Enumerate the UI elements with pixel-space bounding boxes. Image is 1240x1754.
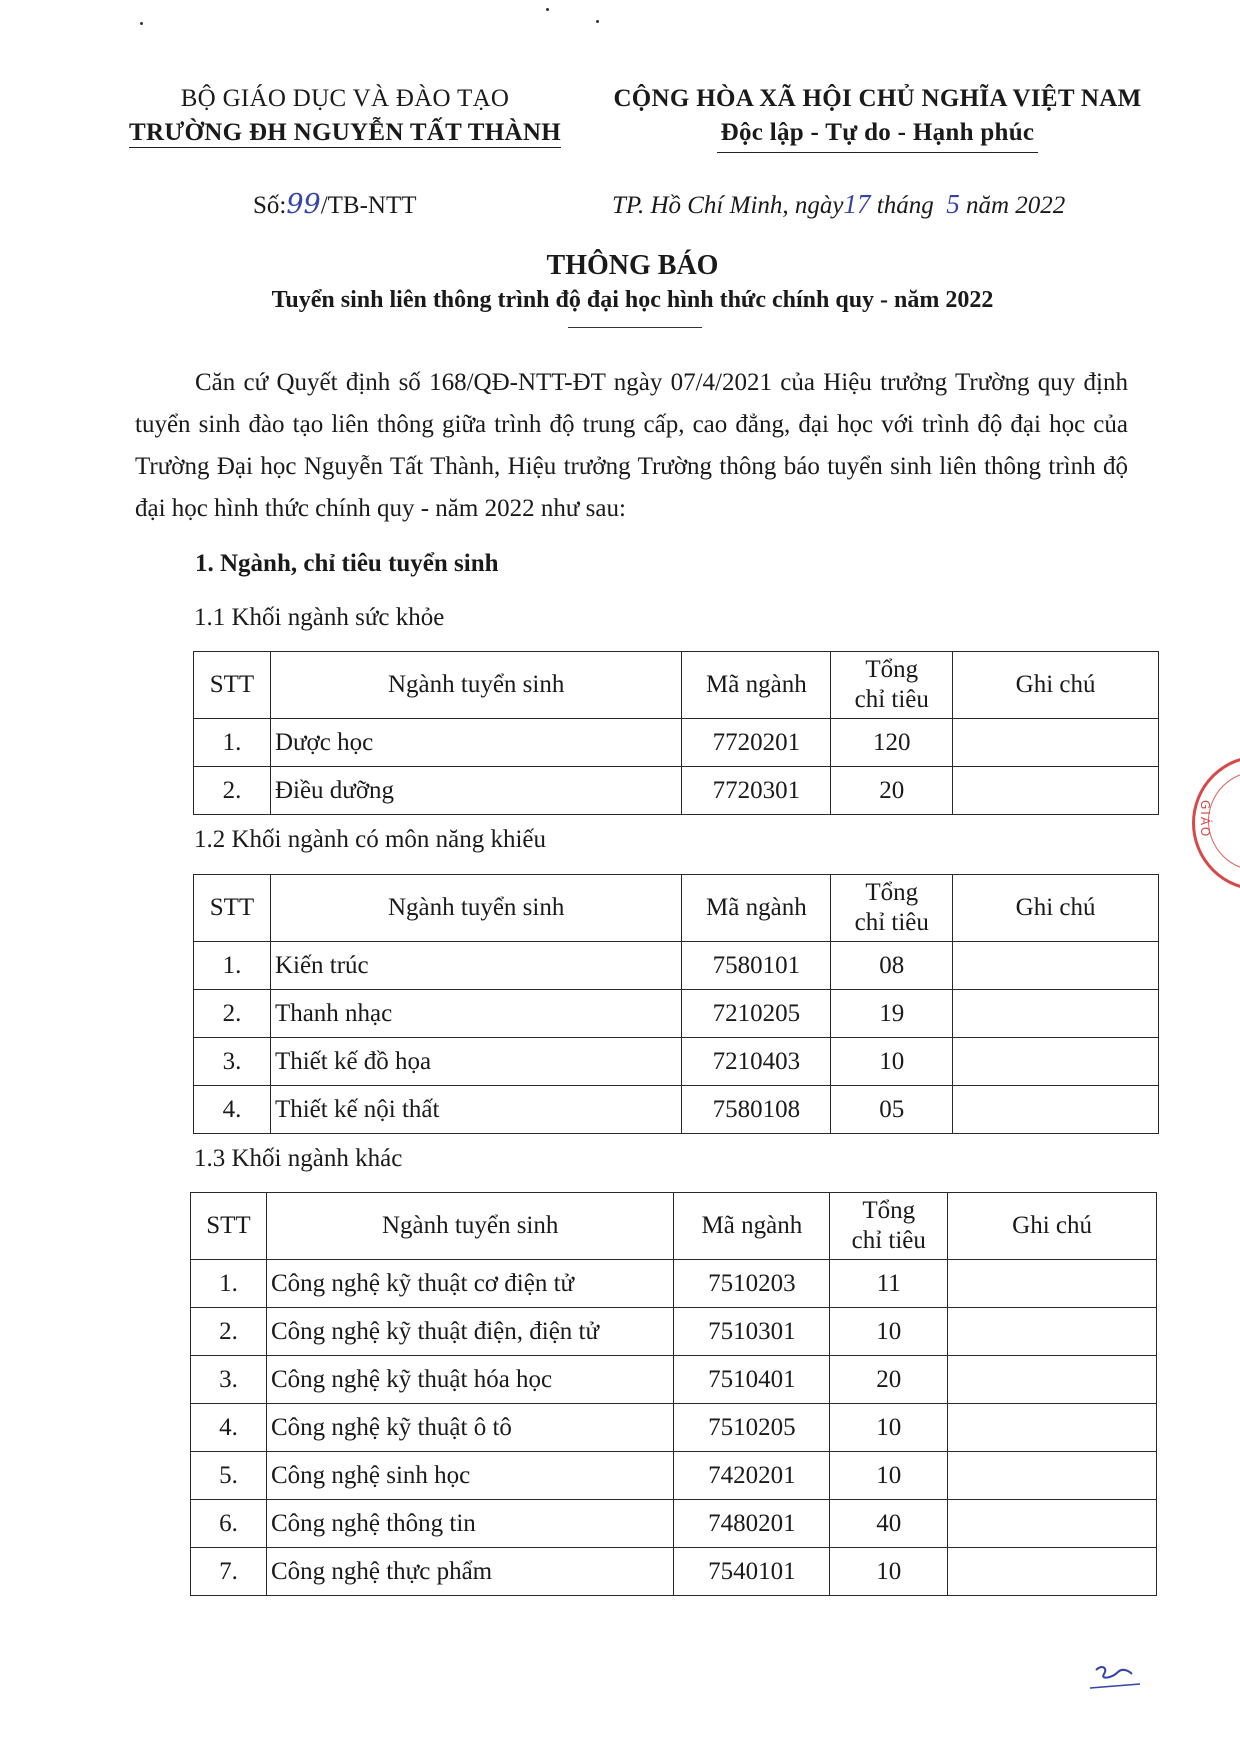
- table-row: 3. Thiết kế đồ họa 7210403 10: [194, 1038, 1159, 1086]
- table-row: 1. Công nghệ kỹ thuật cơ điện tử 7510203 11: [191, 1260, 1157, 1308]
- table-header-row: [191, 1193, 1157, 1260]
- school-name: TRƯỜNG ĐH NGUYỄN TẤT THÀNH: [129, 119, 561, 146]
- col-stt: STT: [191, 1193, 267, 1260]
- table-row: 1. Kiến trúc 7580101 08: [194, 942, 1159, 990]
- document-number: Số:99/TB-NTT: [253, 189, 417, 220]
- col-note: Ghi chú: [953, 652, 1159, 719]
- table-health: [193, 651, 1159, 815]
- col-note: Ghi chú: [948, 1193, 1157, 1260]
- col-code: Mã ngành: [674, 1193, 830, 1260]
- intro-paragraph: Căn cứ Quyết định số 168/QĐ-NTT-ĐT ngày 07/4/2021 của Hiệu trưởng Trường quy định tuyển sinh đào tạo liên thông giữa trình độ trung cấp, cao đẳng, đại học với trình độ đại học của Trường Đại học Nguyễn Tất Thành, Hiệu trưởng Trường thông báo tuyển sinh liên thông trình độ đại học hình thức chính quy - năm 2022 như sau:: [135, 369, 1128, 522]
- table-row: 5. Công nghệ sinh học 7420201 10: [191, 1452, 1157, 1500]
- scan-speck: [140, 22, 143, 25]
- table-header-row: [194, 875, 1159, 942]
- col-quota: Tổng chỉ tiêu: [831, 652, 953, 719]
- table-row: 2. Công nghệ kỹ thuật điện, điện tử 7510301 10: [191, 1308, 1157, 1356]
- col-major: Ngành tuyển sinh: [270, 652, 681, 719]
- motto: Độc lập - Tự do - Hạnh phúc: [590, 116, 1165, 153]
- col-major: Ngành tuyển sinh: [270, 875, 681, 942]
- table-row: 2. Điều dưỡng 7720301 20: [194, 767, 1159, 815]
- group-heading-talent: 1.2 Khối ngành có môn năng khiếu: [194, 826, 547, 853]
- col-note: Ghi chú: [953, 875, 1159, 942]
- col-major: Ngành tuyển sinh: [266, 1193, 673, 1260]
- date-line: TP. Hồ Chí Minh, ngày17 tháng 5 năm 2022: [612, 189, 1066, 219]
- scan-speck: [546, 8, 549, 11]
- handwritten-day: 17: [843, 189, 871, 219]
- col-stt: STT: [194, 652, 271, 719]
- document-subtitle: Tuyển sinh liên thông trình độ đại học hình thức chính quy - năm 2022: [271, 287, 994, 313]
- handwritten-month: 5: [946, 189, 960, 219]
- handwritten-initial-mark: [1082, 1658, 1152, 1698]
- table-row: 4. Thiết kế nội thất 7580108 05: [194, 1086, 1159, 1134]
- title-divider: [568, 327, 702, 328]
- table-header-row: [194, 652, 1159, 719]
- seal-text: GIÁO: [1198, 800, 1212, 839]
- handwritten-number: 99: [286, 189, 321, 220]
- national-header: [590, 82, 1165, 153]
- scan-speck: [596, 20, 599, 23]
- table-row: 7. Công nghệ thực phẩm 7540101 10: [191, 1548, 1157, 1596]
- table-row: 4. Công nghệ kỹ thuật ô tô 7510205 10: [191, 1404, 1157, 1452]
- group-heading-other: 1.3 Khối ngành khác: [194, 1145, 403, 1172]
- group-heading-health: 1.1 Khối ngành sức khỏe: [194, 604, 445, 631]
- issuer-block: [100, 82, 590, 150]
- col-code: Mã ngành: [682, 875, 831, 942]
- table-other: [190, 1192, 1157, 1596]
- col-quota: Tổng chỉ tiêu: [831, 875, 953, 942]
- republic-name: CỘNG HÒA XÃ HỘI CHỦ NGHĨA VIỆT NAM: [613, 85, 1142, 112]
- table-row: 3. Công nghệ kỹ thuật hóa học 7510401 20: [191, 1356, 1157, 1404]
- col-stt: STT: [194, 875, 271, 942]
- col-quota: Tổng chỉ tiêu: [830, 1193, 948, 1260]
- table-row: 6. Công nghệ thông tin 7480201 40: [191, 1500, 1157, 1548]
- document-title: THÔNG BÁO: [546, 250, 719, 281]
- section-heading: 1. Ngành, chỉ tiêu tuyển sinh: [195, 550, 499, 577]
- col-code: Mã ngành: [682, 652, 831, 719]
- table-row: 2. Thanh nhạc 7210205 19: [194, 990, 1159, 1038]
- table-row: 1. Dược học 7720201 120: [194, 719, 1159, 767]
- table-talent: [193, 874, 1159, 1134]
- ministry-name: BỘ GIÁO DỤC VÀ ĐÀO TẠO: [180, 85, 510, 112]
